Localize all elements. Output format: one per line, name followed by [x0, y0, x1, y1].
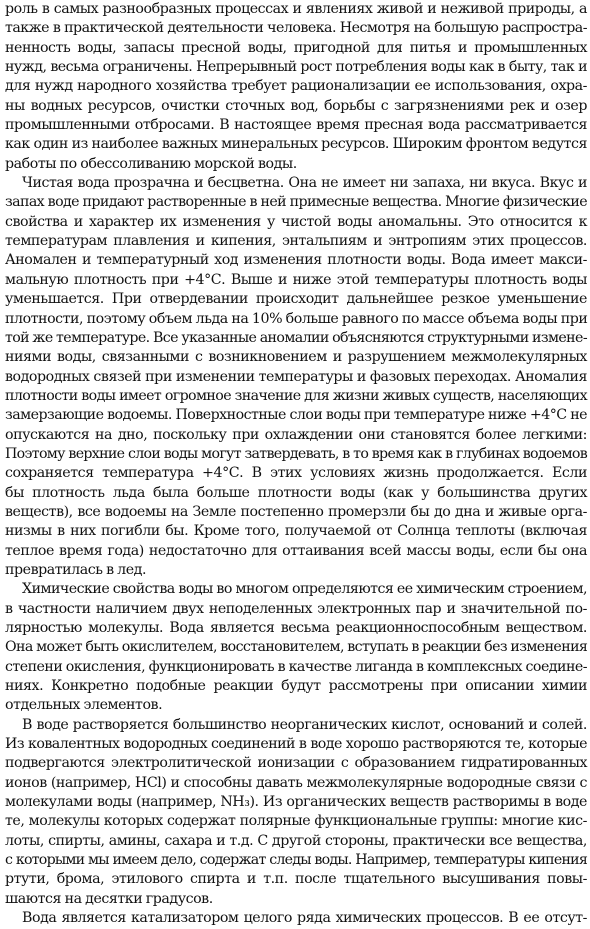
- text-line: свойства и характер их изменения у чистой воды аномальны. Это относится к: [5, 213, 587, 230]
- text-line: работы по обессоливанию морской воды.: [5, 155, 297, 172]
- text-line: опускаются на дно, поскольку при охлаждении они становятся более легкими:: [5, 426, 587, 443]
- paragraph-catalyst: [5, 909, 587, 928]
- text-line: лоты, спирты, амины, сахара и т.д. С другой стороны, практически все вещества,: [5, 832, 587, 849]
- text-line: Поэтому верхние слои воды могут затвердевать, в то время как в глубинах водоемов: [5, 445, 587, 462]
- text-line: мальную плотность при +4°С. Выше и ниже этой температуры плотность воды: [5, 271, 587, 288]
- text-line: низмы в них погибли бы. Кроме того, получаемой от Солнца теплоты (включая: [5, 523, 587, 540]
- text-line: те, молекулы которых содержат полярные функциональные группы: многие кис-: [5, 813, 587, 830]
- text-line: лярностью молекулы. Вода является весьма реакционноспособным веществом.: [5, 620, 587, 636]
- text-line: ниями воды, связанными с возникновением и разрушением межмолекулярных: [5, 349, 587, 366]
- text-line: Она может быть окислителем, восстановителем, вступать в реакции без изменения: [5, 639, 588, 656]
- paragraph-water-role: [5, 0, 587, 174]
- text-line: уменьшается. При отвердевании происходит дальнейшее резкое уменьшение: [5, 291, 587, 308]
- text-line: плотности воды имеет огромное значение для жизни живых существ, населяющих: [5, 387, 587, 404]
- text-line: Аномален и температурный ход изменения плотности воды. Вода имеет макси-: [5, 252, 587, 269]
- text-line: Из ковалентных водородных соединений в воде хорошо растворяются те, которые: [5, 736, 587, 753]
- text-line: превратилась в лед.: [5, 561, 147, 578]
- text-line: замерзающие водоемы. Поверхностные слои воды при температуре ниже +4°С не: [5, 407, 587, 424]
- text-line: сохраняется температура +4°С. В этих условиях жизнь продолжается. Если: [5, 465, 587, 482]
- text-line: плотности, поэтому объем льда на 10% больше равного по массе объема воды при: [5, 310, 588, 327]
- text-line: ны водных ресурсов, очистки сточных вод, борьбы с загрязнениями рек и озер: [5, 97, 587, 114]
- text-line: Вода является катализатором целого ряда химических процессов. В ее отсут-: [22, 910, 587, 927]
- text-line: подвергаются электролитической ионизации с образованием гидратированных: [5, 755, 587, 772]
- paragraph-chemical-properties: [5, 580, 587, 715]
- text-line: Химические свойства воды во многом определяются ее химическим строением,: [22, 581, 587, 598]
- text-line: промышленными отбросами. В настоящее время пресная вода рассматривается: [5, 117, 587, 134]
- text-line: теплое время года) недостаточно для оттаивания всей массы воды, если бы она: [5, 542, 587, 559]
- text-line: ионов (например, HCl) и способны давать межмолекулярные водородные связи с: [5, 774, 587, 791]
- text-line: водородных связей при изменении температуры и фазовых переходах. Аномалия: [5, 368, 587, 385]
- text-line: температурам плавления и кипения, энтальпиям и энтропиям этих процессов.: [5, 233, 587, 250]
- text-line: роль в самых разнообразных процессах и явлениях живой и неживой природы, а: [5, 1, 587, 17]
- document-page: [5, 0, 588, 927]
- text-line: бы плотность льда была больше плотности воды (как у большинства других: [5, 484, 587, 501]
- text-line: для нужд народного хозяйства требует рационализации ее использования, охра-: [5, 78, 587, 95]
- paragraph-physical-properties: [5, 174, 587, 580]
- text-line: как один из наиболее важных минеральных ресурсов. Широким фронтом ведутся: [5, 136, 587, 153]
- text-line: ртути, брома, этилового спирта и т.п. после тщательного высушивания повы-: [5, 871, 587, 888]
- text-line: молекулами воды (например, NH₃). Из органических веществ растворимы в воде: [5, 794, 587, 811]
- paragraph-solubility: [5, 716, 587, 909]
- text-line: степени окисления, функционировать в качестве лиганда в комплексных соедине-: [5, 658, 587, 675]
- text-line: той же температуре. Все указанные аномалии объясняются структурными измене-: [5, 329, 587, 346]
- text-line: запах воде придают растворенные в ней примесные вещества. Многие физические: [5, 194, 587, 211]
- text-line: ненность воды, запасы пресной воды, пригодной для питья и промышленных: [5, 39, 587, 56]
- text-line: также в практической деятельности человека. Несмотря на большую распростра-: [5, 20, 587, 37]
- text-line: отдельных элементов.: [5, 697, 163, 714]
- text-line: ниях. Конкретно подобные реакции будут рассмотрены при описании химии: [5, 678, 587, 695]
- text-line: в частности наличием двух неподеленных электронных пар и значительной по-: [5, 600, 587, 617]
- text-line: с которыми мы имеем дело, содержат следы воды. Например, температуры кипения: [5, 852, 587, 869]
- text-line: веществ), все водоемы на Земле постепенно промерзли бы до дна и живые орга-: [5, 503, 587, 520]
- text-line: Чистая вода прозрачна и бесцветна. Она не имеет ни запаха, ни вкуса. Вкус и: [22, 175, 587, 192]
- text-line: шаются на десятки градусов.: [5, 890, 213, 907]
- text-line: нужд, весьма ограничены. Непрерывный рост потребления воды как в быту, так и: [5, 59, 587, 76]
- text-line: В воде растворяется большинство неорганических кислот, оснований и солей.: [22, 716, 587, 733]
